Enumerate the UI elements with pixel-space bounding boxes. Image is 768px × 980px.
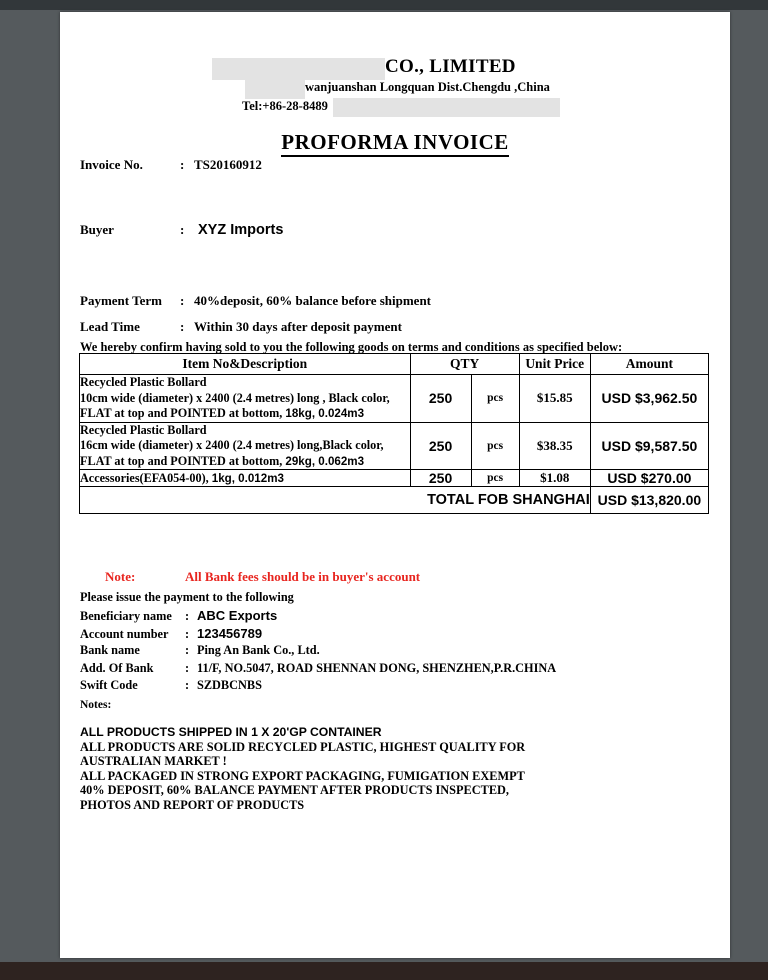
bank-name-label: Bank name bbox=[80, 643, 140, 657]
buyer-row bbox=[80, 222, 283, 238]
item-unit: pcs bbox=[471, 422, 519, 470]
page-title-text: PROFORMA INVOICE bbox=[281, 130, 509, 157]
total-label: TOTAL FOB SHANGHAI bbox=[80, 487, 591, 514]
buyer-value: XYZ Imports bbox=[198, 222, 284, 238]
beneficiary-value: ABC Exports bbox=[197, 608, 278, 623]
item-qty: 250 bbox=[410, 375, 471, 423]
redaction-box-address bbox=[245, 80, 305, 99]
item-title: Recycled Plastic Bollard bbox=[80, 422, 207, 437]
invoice-number-label: Invoice No. bbox=[80, 157, 143, 172]
payment-term-row bbox=[80, 293, 431, 309]
column-header-description: Item No&Description bbox=[80, 354, 411, 375]
item-qty: 250 bbox=[410, 422, 471, 470]
bank-details bbox=[80, 590, 556, 696]
table-total-row bbox=[80, 487, 709, 514]
window-top-bar bbox=[0, 0, 768, 10]
redaction-box-tel bbox=[333, 98, 560, 117]
beneficiary-label: Beneficiary name bbox=[80, 609, 172, 623]
account-number-colon: : bbox=[185, 626, 190, 641]
item-spec-end: FLAT at top and POINTED at bottom, bbox=[80, 453, 283, 468]
item-unit-price: $15.85 bbox=[519, 375, 590, 423]
bank-name-colon: : bbox=[185, 643, 190, 657]
redaction-box-company bbox=[212, 58, 385, 80]
item-amount: USD $3,962.50 bbox=[590, 375, 708, 423]
invoice-number-row bbox=[80, 157, 262, 173]
swift-code-value: SZDBCNBS bbox=[197, 678, 262, 692]
notes-line-5: 40% DEPOSIT, 60% BALANCE PAYMENT AFTER PRODUCTS INSPECTED, bbox=[80, 783, 509, 798]
notes-label: Notes: bbox=[80, 699, 112, 711]
buyer-colon: : bbox=[180, 222, 185, 237]
bank-address-colon: : bbox=[185, 660, 190, 675]
window-bottom-bar bbox=[0, 962, 768, 980]
column-header-qty: QTY bbox=[410, 354, 519, 375]
item-weight-volume: 18kg, 0.024m3 bbox=[285, 407, 365, 420]
bank-name-row bbox=[80, 643, 556, 661]
items-table bbox=[79, 353, 709, 514]
invoice-number-value: TS20160912 bbox=[194, 157, 262, 172]
invoice-page bbox=[60, 12, 730, 958]
swift-code-label: Swift Code bbox=[80, 678, 138, 692]
lead-time-value: Within 30 days after deposit payment bbox=[194, 319, 402, 334]
note-label: Note: bbox=[105, 569, 136, 584]
confirmation-statement: We hereby confirm having sold to you the following goods on terms and conditions as specified below: bbox=[80, 340, 623, 354]
item-description bbox=[80, 375, 411, 423]
accessory-description bbox=[80, 470, 411, 487]
item-amount: USD $9,587.50 bbox=[590, 422, 708, 470]
account-number-value: 123456789 bbox=[197, 625, 263, 641]
beneficiary-colon: : bbox=[185, 609, 190, 623]
lead-time-colon: : bbox=[180, 319, 185, 334]
notes-line-2: ALL PRODUCTS ARE SOLID RECYCLED PLASTIC, HIGHEST QUALITY FOR bbox=[80, 739, 526, 754]
buyer-label: Buyer bbox=[80, 222, 114, 237]
invoice-number-colon: : bbox=[180, 157, 185, 172]
page-title bbox=[60, 130, 730, 155]
lead-time-label: Lead Time bbox=[80, 319, 140, 334]
item-unit-price: $38.35 bbox=[519, 422, 590, 470]
item-spec-end: FLAT at top and POINTED at bottom, bbox=[80, 406, 283, 420]
swift-code-row bbox=[80, 678, 556, 696]
table-header-row bbox=[80, 354, 709, 375]
item-unit: pcs bbox=[471, 375, 519, 423]
accessory-weight-volume: 1kg, 0.012m3 bbox=[211, 471, 284, 485]
table-row bbox=[80, 375, 709, 423]
notes-body bbox=[80, 725, 525, 813]
accessory-qty: 250 bbox=[410, 470, 471, 487]
bank-address-value: 11/F, NO.5047, ROAD SHENNAN DONG, SHENZHEN,P.R.CHINA bbox=[197, 660, 557, 675]
item-spec: 16cm wide (diameter) x 2400 (2.4 metres) long,Black color, bbox=[80, 438, 384, 452]
payment-term-value: 40%deposit, 60% balance before shipment bbox=[194, 293, 432, 308]
notes-line-4: ALL PACKAGED IN STRONG EXPORT PACKAGING, FUMIGATION EXEMPT bbox=[80, 768, 525, 783]
account-number-label: Account number bbox=[80, 626, 169, 641]
company-address: wanjuanshan Longquan Dist.Chengdu ,China bbox=[305, 80, 550, 94]
notes-line-6: PHOTOS AND REPORT OF PRODUCTS bbox=[80, 797, 305, 812]
payment-term-label: Payment Term bbox=[80, 293, 162, 308]
item-description bbox=[80, 422, 411, 470]
beneficiary-row bbox=[80, 608, 556, 626]
notes-line-3: AUSTRALIAN MARKET ! bbox=[80, 754, 227, 769]
bank-address-row bbox=[80, 661, 556, 679]
company-name-suffix: CO., LIMITED bbox=[385, 56, 516, 77]
item-spec: 10cm wide (diameter) x 2400 (2.4 metres) long , Black color, bbox=[80, 390, 390, 405]
accessory-name: Accessories(EFA054-00), bbox=[80, 470, 209, 485]
table-row bbox=[80, 470, 709, 487]
bank-address-label: Add. Of Bank bbox=[80, 660, 154, 675]
lead-time-row bbox=[80, 319, 402, 335]
column-header-amount: Amount bbox=[590, 354, 708, 375]
accessory-unit-price: $1.08 bbox=[519, 470, 590, 487]
accessory-amount: USD $270.00 bbox=[590, 470, 708, 487]
payment-term-colon: : bbox=[180, 293, 185, 308]
notes-line-1: ALL PRODUCTS SHIPPED IN 1 X 20'GP CONTAINER bbox=[80, 725, 382, 739]
accessory-unit: pcs bbox=[471, 470, 519, 487]
bank-intro: Please issue the payment to the following bbox=[80, 590, 294, 604]
bank-name-value: Ping An Bank Co., Ltd. bbox=[197, 643, 320, 657]
total-amount: USD $13,820.00 bbox=[590, 487, 708, 514]
note-text: All Bank fees should be in buyer's account bbox=[185, 569, 421, 584]
table-row bbox=[80, 422, 709, 470]
item-title: Recycled Plastic Bollard bbox=[80, 375, 207, 389]
account-number-row bbox=[80, 626, 556, 644]
item-weight-volume: 29kg, 0.062m3 bbox=[285, 454, 365, 468]
column-header-unit-price: Unit Price bbox=[519, 354, 590, 375]
company-telephone: Tel:+86-28-8489 bbox=[242, 99, 328, 113]
swift-code-colon: : bbox=[185, 678, 190, 692]
